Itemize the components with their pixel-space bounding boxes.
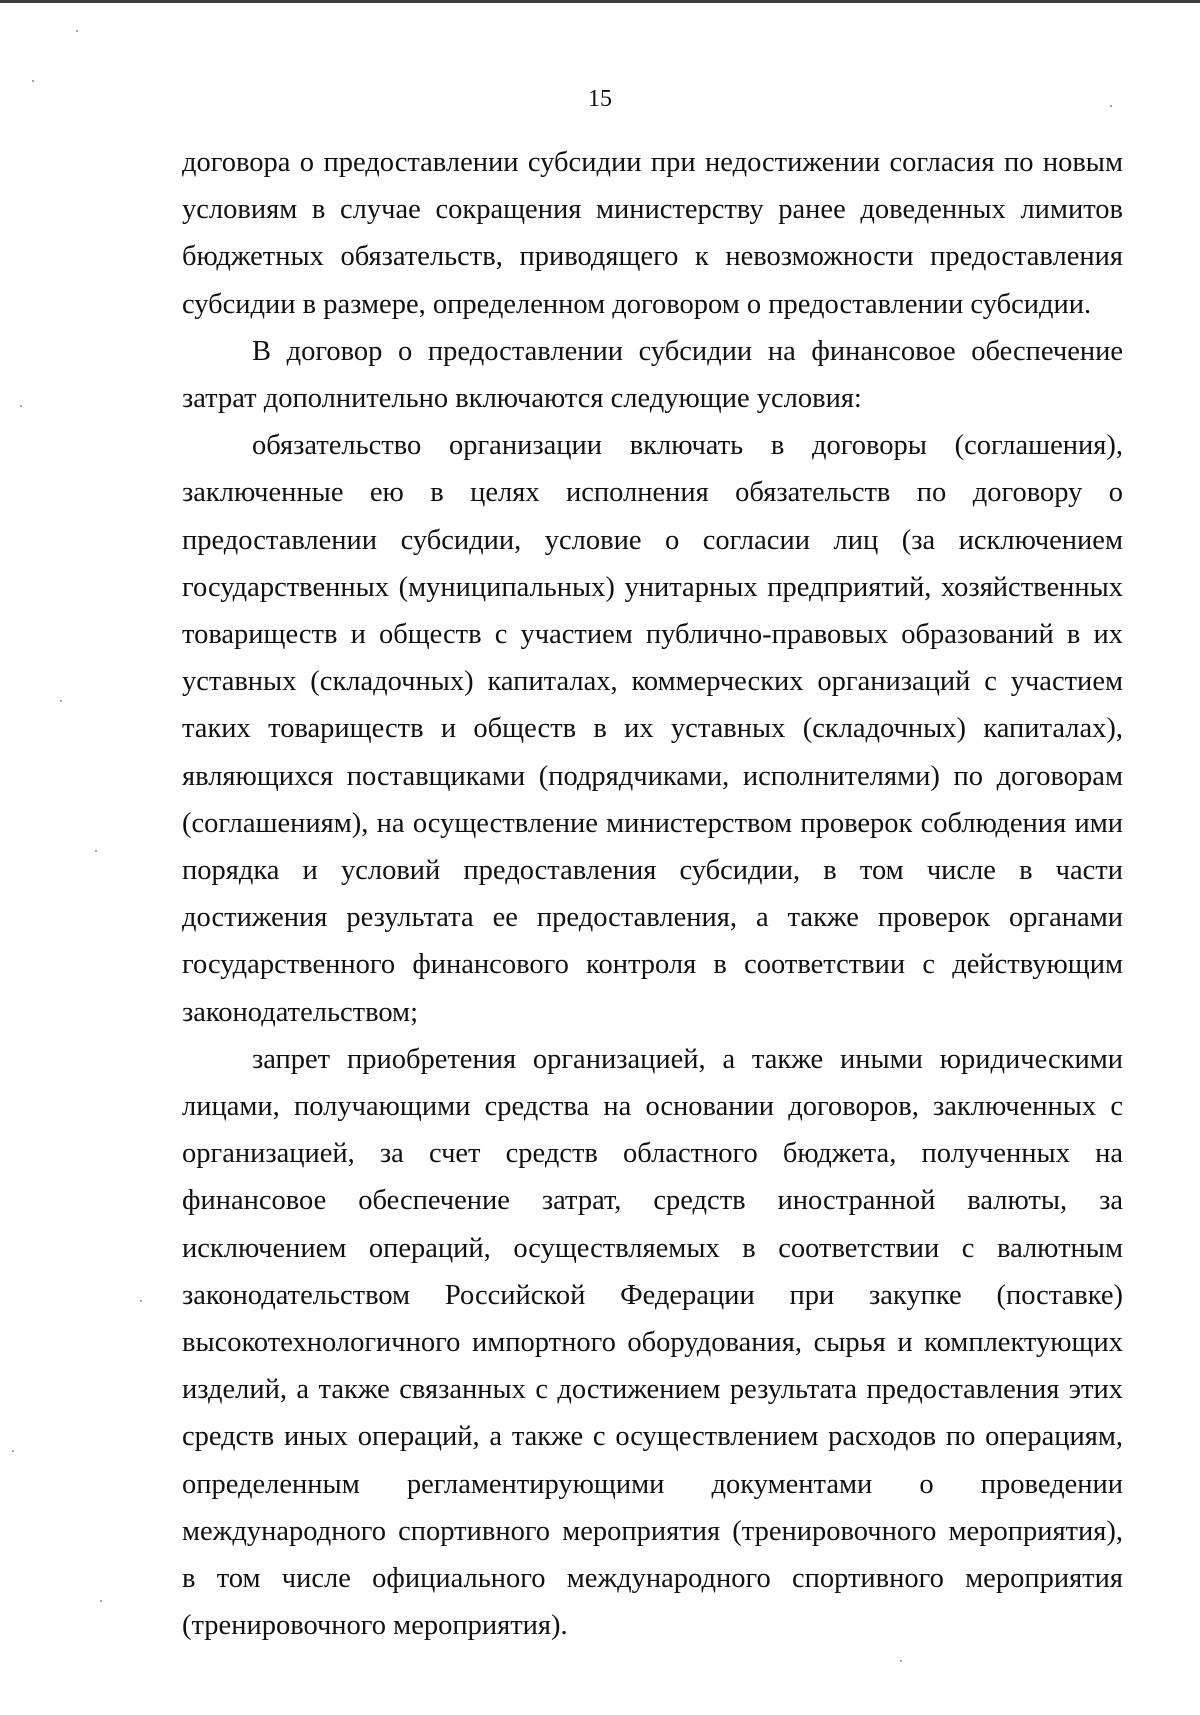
scan-speck: [12, 1450, 14, 1452]
scan-speck: [32, 80, 34, 82]
paragraph-currency-prohibition: запрет приобретения организацией, а также иными юридическими лицами, получающими средства на основании договоров, заключенных с организацией, за счет средств областного бюджета, полученных на финансовое обеспечение затрат, средств иностранной валюты, за исключением операций, осуществляемых в соответствии с валютным законодательством Российской Федерации при закупке (поставке) высокотехнологичного импортного оборудования, сырья и комплектующих изделий, а также связанных с достижением результата предоставления этих средств иных операций, а также с осуществлением расходов по операциям, определенным регламентирующими документами о проведении международного спортивного мероприятия (тренировочного мероприятия), в том числе официального международного спортивного мероприятия (тренировочного мероприятия).: [182, 1043, 1123, 1642]
scan-speck: [20, 405, 22, 407]
scan-speck: [1110, 105, 1112, 107]
paragraph-additional-conditions: В договор о предоставлении субсидии на финансовое обеспечение затрат дополнительно включаются следующие условия:: [182, 335, 1123, 415]
scan-top-edge: [0, 0, 1200, 3]
paragraph-contract-obligation: обязательство организации включать в договоры (соглашения), заключенные ею в целях исполнения обязательств по договору о предоставлении субсидии, условие о согласии лиц (за исключением государственных (муниципальных) унитарных предприятий, хозяйственных товариществ и обществ с участием публично-правовых образований в их уставных (складочных) капиталах, коммерческих организаций с участием таких товариществ и обществ в их уставных (складочных) капиталах), являющихся поставщиками (подрядчиками, исполнителями) по договорам (соглашениям), на осуществление министерством проверок соблюдения ими порядка и условий предоставления субсидии, в том числе в части достижения результата ее предоставления, а также проверок органами государственного финансового контроля в соответствии с действующим законодательством;: [182, 430, 1123, 1028]
document-body: [182, 139, 1123, 1650]
scan-speck: [76, 30, 78, 32]
scan-speck: [100, 1600, 102, 1602]
paragraph-continuation: договора о предоставлении субсидии при недостижении согласия по новым условиям в случае сокращения министерству ранее доведенных лимитов бюджетных обязательств, приводящего к невозможности предоставления субсидии в размере, определенном договором о предоставлении субсидии.: [182, 147, 1123, 320]
page-number: 15: [588, 86, 612, 112]
scan-speck: [140, 1300, 142, 1302]
scan-speck: [900, 1660, 902, 1662]
scan-speck: [60, 700, 62, 702]
scan-speck: [95, 850, 97, 852]
